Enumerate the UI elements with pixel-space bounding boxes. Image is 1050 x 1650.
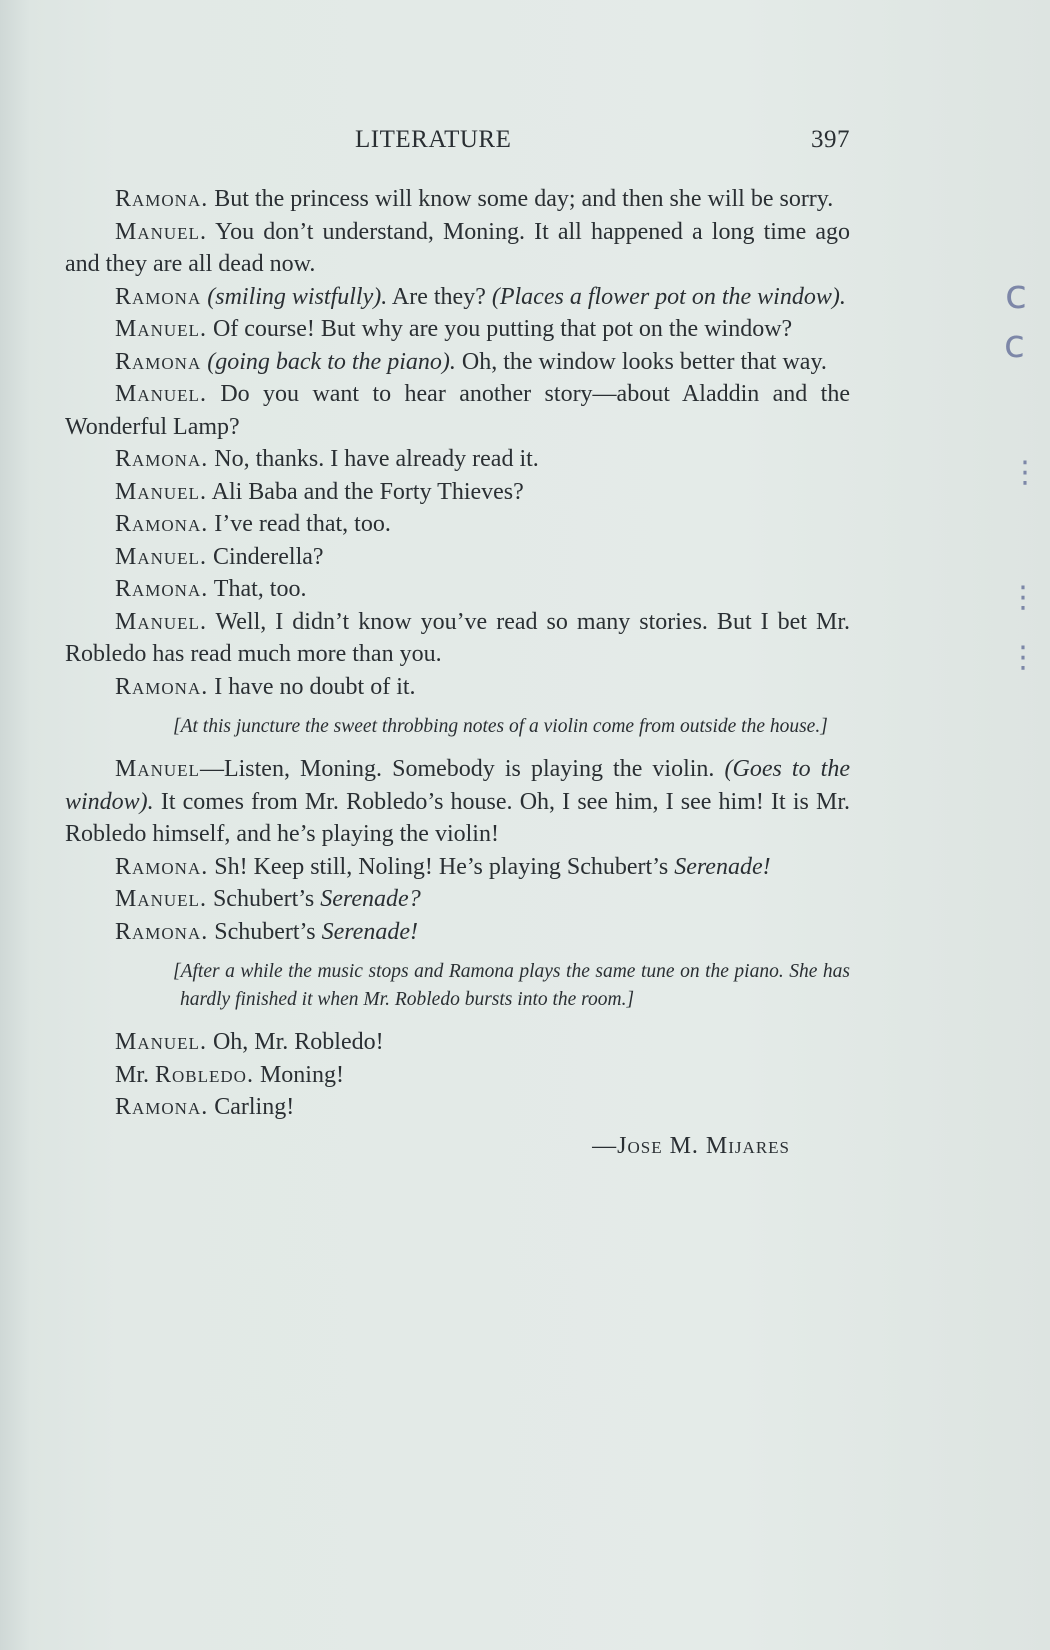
spoken-text: Do you want to hear another story—about Aladdin and the Wonderful Lamp?	[65, 381, 850, 440]
dialogue-line	[65, 508, 850, 541]
spoken-text: But the princess will know some day; and then she will be sorry.	[208, 186, 834, 212]
spoken-text: Of course! But why are you putting that pot on the window?	[206, 316, 793, 342]
dialogue-line	[65, 573, 850, 606]
work-title: Serenade!	[321, 918, 418, 945]
signature-dash: —	[592, 1132, 618, 1159]
spoken-text: Are they?	[387, 283, 492, 310]
stage-direction: (going back to the piano).	[201, 348, 456, 375]
dialogue-line	[65, 1091, 850, 1124]
author-name: Jose M. Mijares	[617, 1132, 790, 1159]
dialogue-line	[65, 753, 850, 851]
dialogue-line	[65, 606, 850, 671]
work-title: Serenade!	[674, 853, 771, 880]
spoken-text: That, too.	[208, 576, 307, 602]
speaker-name: Ramona	[115, 348, 202, 375]
speaker-name: Robledo.	[155, 1061, 254, 1088]
stage-direction-block: [At this juncture the sweet throbbing notes of a violin come from outside the house.]	[173, 716, 828, 737]
spoken-text: Ali Baba and the Forty Thieves?	[206, 478, 524, 505]
dialogue-line	[65, 916, 850, 949]
dialogue-line	[65, 216, 850, 281]
speaker-name: Ramona.	[115, 446, 209, 472]
spoken-text: Cinderella?	[206, 543, 324, 570]
speaker-name: Manuel.	[115, 381, 207, 407]
speaker-name: Manuel.	[115, 218, 207, 245]
spoken-text: You don’t understand, Moning. It all happened a long time ago and they are all dead now.	[65, 218, 850, 277]
dialogue-line	[65, 1026, 850, 1059]
speaker-name: Manuel	[115, 756, 200, 782]
stage-direction: (Places a flower pot on the window).	[491, 283, 846, 310]
dialogue-line	[65, 183, 850, 216]
bleed-through-mark: ⋮	[1008, 580, 1038, 615]
dialogue-line	[65, 443, 850, 476]
spoken-text: Oh, the window looks better that way.	[455, 348, 827, 375]
spoken-text: Well, I didn’t know you’ve read so many stories. But I bet Mr. Robledo has read much more than you.	[65, 608, 850, 667]
spoken-text: No, thanks. I have already read it.	[208, 446, 539, 472]
speaker-name: Ramona.	[115, 673, 209, 700]
speaker-name: Ramona	[115, 283, 202, 310]
spoken-text: Sh! Keep still, Noling! He’s playing Schubert’s	[208, 853, 675, 880]
speaker-name: Manuel.	[115, 543, 207, 570]
bleed-through-mark: c	[1005, 272, 1027, 318]
dialogue-line	[65, 346, 850, 379]
dialogue-line	[65, 1059, 850, 1092]
bleed-through-mark: ⋮	[1008, 640, 1038, 675]
dialogue-line	[65, 541, 850, 574]
running-title: LITERATURE	[355, 126, 512, 153]
running-header	[65, 120, 850, 160]
spoken-text: It comes from Mr. Robledo’s house. Oh, I see him, I see him! It is Mr. Robledo himself, and he’s playing the violin!	[65, 788, 850, 847]
dialogue-body	[65, 183, 850, 1186]
speaker-name: Ramona.	[115, 576, 209, 602]
dialogue-line	[65, 378, 850, 443]
page-number: 397	[811, 126, 850, 153]
speaker-name: Manuel.	[115, 608, 207, 635]
speaker-name: Manuel.	[115, 316, 207, 342]
spoken-text: Schubert’s	[206, 886, 321, 912]
speaker-name: Ramona.	[115, 918, 209, 945]
dialogue-line	[65, 883, 850, 916]
spoken-text: —Listen, Moning. Somebody is playing the violin.	[199, 756, 725, 782]
bleed-through-mark: ⋮	[1010, 455, 1040, 490]
spoken-text: Carling!	[208, 1094, 295, 1120]
bleed-through-mark: c	[1004, 322, 1025, 366]
dialogue-line	[65, 313, 850, 346]
author-signature	[65, 1130, 850, 1163]
spoken-text: I have no doubt of it.	[208, 673, 416, 700]
speaker-prefix: Mr.	[115, 1061, 156, 1088]
speaker-name: Ramona.	[115, 186, 209, 212]
spoken-text: Schubert’s	[208, 918, 322, 945]
dialogue-line	[65, 476, 850, 509]
speaker-name: Manuel.	[115, 478, 207, 505]
speaker-name: Manuel.	[115, 886, 207, 912]
spoken-text: Moning!	[253, 1061, 344, 1088]
spoken-text: I’ve read that, too.	[208, 511, 391, 537]
speaker-name: Ramona.	[115, 1094, 209, 1120]
stage-direction: (smiling wistfully).	[201, 283, 388, 310]
speaker-name: Ramona.	[115, 853, 209, 880]
spoken-text: Oh, Mr. Robledo!	[206, 1029, 384, 1055]
dialogue-line	[65, 281, 850, 314]
dialogue-line	[65, 671, 850, 704]
stage-direction: (Goes to the window).	[65, 756, 851, 815]
work-title: Serenade?	[320, 886, 421, 912]
speaker-name: Manuel.	[115, 1029, 207, 1055]
stage-direction-block: [After a while the music stops and Ramona plays the same tune on the piano. She has hardly finished it when Mr. Robledo bursts into the room.]	[173, 961, 850, 1010]
dialogue-line	[65, 851, 850, 884]
speaker-name: Ramona.	[115, 511, 209, 537]
